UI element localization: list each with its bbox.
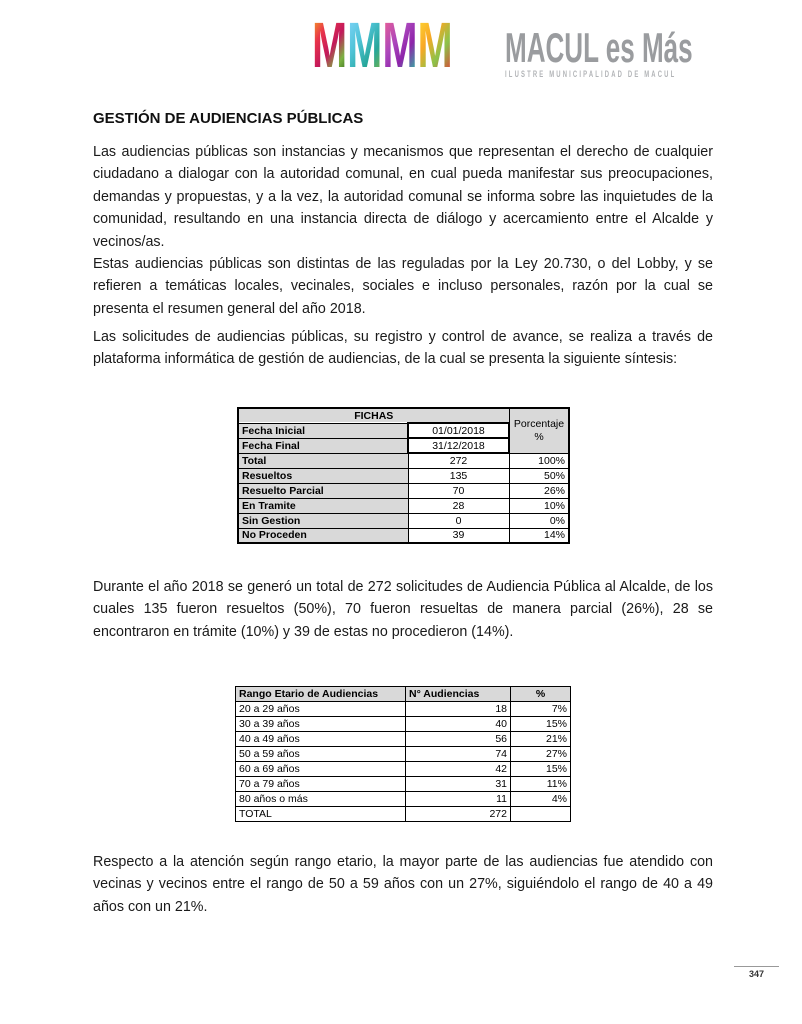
fichas-label: No Proceden — [238, 528, 408, 543]
fichas-label: Fecha Final — [238, 438, 408, 453]
rango-count: 11 — [406, 792, 511, 807]
rango-count: 56 — [406, 732, 511, 747]
fichas-pct: 100% — [509, 453, 569, 468]
rango-pct: 15% — [511, 717, 571, 732]
table-row — [238, 468, 569, 483]
section-heading: GESTIÓN DE AUDIENCIAS PÚBLICAS — [93, 110, 364, 127]
rango-count: 18 — [406, 702, 511, 717]
fichas-value: 28 — [408, 498, 509, 513]
rango-count: 74 — [406, 747, 511, 762]
logo-m-icon: M — [417, 9, 453, 81]
table-header-row — [236, 687, 571, 702]
table-row — [236, 747, 571, 762]
logo-title: MACUL es Más — [505, 24, 693, 71]
pct-header-line1: Porcentaje — [513, 417, 565, 430]
rango-pct: 4% — [511, 792, 571, 807]
fichas-value: 272 — [408, 453, 509, 468]
rango-pct: 15% — [511, 762, 571, 777]
rango-count: 31 — [406, 777, 511, 792]
rango-label: 80 años o más — [236, 792, 406, 807]
fichas-pct: 14% — [509, 528, 569, 543]
table-row — [236, 792, 571, 807]
rango-header: N° Audiencias — [406, 687, 511, 702]
fichas-pct: 0% — [509, 513, 569, 528]
fichas-value: 70 — [408, 483, 509, 498]
fichas-table-title: FICHAS — [238, 408, 509, 423]
rango-label: 30 a 39 años — [236, 717, 406, 732]
rango-pct: 7% — [511, 702, 571, 717]
fichas-label: Resueltos — [238, 468, 408, 483]
paragraph-1: Las audiencias públicas son instancias y mecanismos que representan el derecho de cualquier ciudadano a dialogar con la autoridad comunal, en cual pueda manifestar sus preocupaciones, demandas y propuestas, y a la vez, la autoridad comunal se informa sobre las inquietudes de la comunidad, resultando en una instancia directa de diálogo y acercamiento entre el Alcalde y vecinos/as. — [93, 144, 713, 250]
pct-header-line2: % — [534, 430, 544, 443]
fichas-label: Fecha Inicial — [238, 423, 408, 438]
fichas-pct: 26% — [509, 483, 569, 498]
logo-m-icon: M — [382, 9, 418, 81]
table-row — [236, 732, 571, 747]
fichas-label: En Tramite — [238, 498, 408, 513]
footer-divider — [734, 966, 779, 967]
macul-logo-text — [505, 24, 693, 80]
table-row — [236, 762, 571, 777]
rango-label: 40 a 49 años — [236, 732, 406, 747]
fichas-value: 0 — [408, 513, 509, 528]
fichas-value: 39 — [408, 528, 509, 543]
fichas-label: Resuelto Parcial — [238, 483, 408, 498]
rango-pct: 27% — [511, 747, 571, 762]
table-total-row — [236, 807, 571, 822]
fichas-label: Total — [238, 453, 408, 468]
fichas-value: 01/01/2018 — [408, 423, 509, 438]
rango-label: 20 a 29 años — [236, 702, 406, 717]
table-row — [236, 717, 571, 732]
fichas-pct: 10% — [509, 498, 569, 513]
macul-logo-monogram — [312, 9, 453, 81]
rango-pct: 21% — [511, 732, 571, 747]
rango-total-label: TOTAL — [236, 807, 406, 822]
paragraph-4: Durante el año 2018 se generó un total de 272 solicitudes de Audiencia Pública al Alcalde, de los cuales 135 fueron resueltos (50%), 70 fueron resueltas de manera parcial (26%), 28 se encontraron en trámite (10%) y 39 de estas no procedieron (14%). — [93, 579, 713, 640]
paragraph-3: Las solicitudes de audiencias públicas, su registro y control de avance, se realiza a través de plataforma informática de gestión de audiencias, de la cual se presenta la siguiente síntesis: — [93, 329, 713, 368]
logo-m-icon: M — [312, 9, 348, 81]
page-number: 347 — [748, 969, 765, 979]
fichas-table — [237, 407, 570, 544]
rango-total-count: 272 — [406, 807, 511, 822]
table-row — [238, 453, 569, 468]
rango-header: % — [511, 687, 571, 702]
rango-label: 60 a 69 años — [236, 762, 406, 777]
table-row — [238, 498, 569, 513]
logo-subtitle: ILUSTRE MUNICIPALIDAD DE MACUL — [505, 69, 677, 80]
table-row — [236, 777, 571, 792]
paragraph-2: Estas audiencias públicas son distintas de las reguladas por la Ley 20.730, o del Lobby, y se refieren a temáticas locales, vecinales, sociales e incluso personales, razón por la cual se presenta el resumen general del año 2018. — [93, 256, 713, 317]
rango-count: 40 — [406, 717, 511, 732]
rango-label: 70 a 79 años — [236, 777, 406, 792]
paragraph-5: Respecto a la atención según rango etario, la mayor parte de las audiencias fue atendido con vecinas y vecinos entre el rango de 50 a 59 años con un 27%, siguiéndolo el rango de 40 a 49 años con un 21%. — [93, 854, 713, 915]
rango-count: 42 — [406, 762, 511, 777]
fichas-pct-header — [509, 408, 569, 453]
table-row — [238, 513, 569, 528]
table-row — [238, 408, 569, 423]
fichas-label: Sin Gestion — [238, 513, 408, 528]
fichas-value: 31/12/2018 — [408, 438, 509, 453]
rango-label: 50 a 59 años — [236, 747, 406, 762]
table-row — [238, 528, 569, 543]
fichas-value: 135 — [408, 468, 509, 483]
fichas-pct: 50% — [509, 468, 569, 483]
rango-total-pct — [511, 807, 571, 822]
rango-etario-table — [235, 686, 571, 822]
table-row — [236, 702, 571, 717]
rango-header: Rango Etario de Audiencias — [236, 687, 406, 702]
table-row — [238, 483, 569, 498]
rango-pct: 11% — [511, 777, 571, 792]
logo-m-icon: M — [347, 9, 383, 81]
